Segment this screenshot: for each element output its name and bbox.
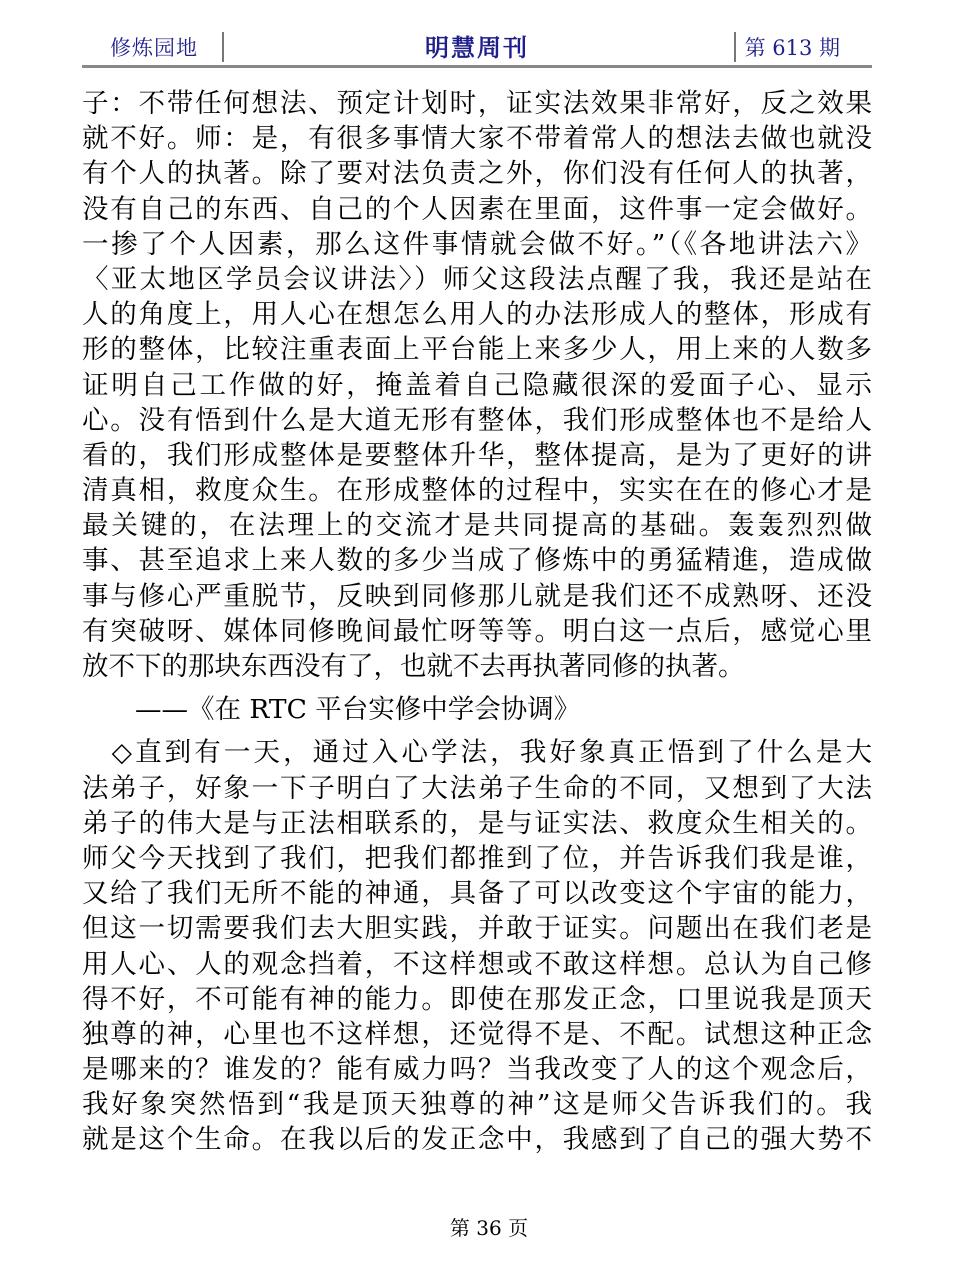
text-line: 清真相，救度众生。在形成整体的过程中，实实在在的修心才是 <box>82 475 872 507</box>
text-line: 心。没有悟到什么是大道无形有整体，我们形成整体也不是给人 <box>82 404 872 436</box>
text-line: ◇直到有一天，通过入心学法，我好象真正悟到了什么是大 <box>82 737 872 769</box>
section-label: 修炼园地 <box>110 36 198 60</box>
text-line: 人的角度上，用人心在想怎么用人的办法形成人的整体，形成有 <box>82 299 872 331</box>
text-line: 证明自己工作做的好，掩盖着自己隐藏很深的爱面子心、显示 <box>82 369 872 401</box>
text-line: 用人心、人的观念挡着，不这样想或不敢这样想。总认为自己修 <box>82 948 872 980</box>
text-line: 又给了我们无所不能的神通，具备了可以改变这个宇宙的能力， <box>82 878 872 910</box>
header-divider-right <box>734 32 736 62</box>
page-number: 第 36 页 <box>449 1216 529 1240</box>
text-line: 最关键的，在法理上的交流才是共同提高的基础。轰轰烈烈做 <box>82 510 872 542</box>
text-line: 就不好。师：是，有很多事情大家不带着常人的想法去做也就没 <box>82 123 872 155</box>
text-line: 事、甚至追求上来人数的多少当成了修炼中的勇猛精進，造成做 <box>82 545 872 577</box>
text-line: 是哪来的？谁发的？能有威力吗？当我改变了人的这个观念后， <box>82 1054 872 1086</box>
issue-number: 第 613 期 <box>744 36 840 60</box>
text-line: 师父今天找到了我们，把我们都推到了位，并告诉我们我是谁， <box>82 842 872 874</box>
text-line: 〈亚太地区学员会议讲法〉）师父这段法点醒了我，我还是站在 <box>82 263 872 295</box>
text-line: 形的整体，比较注重表面上平台能上来多少人，用上来的人数多 <box>82 334 872 366</box>
text-line: 有突破呀、媒体同修晚间最忙呀等等。明白这一点后，感觉心里 <box>82 615 872 647</box>
text-line: 事与修心严重脱节，反映到同修那儿就是我们还不成熟呀、还没 <box>82 580 872 612</box>
publication-title: 明慧周刊 <box>425 33 529 62</box>
text-line: 放不下的那块东西没有了，也就不去再执著同修的执著。 <box>82 651 745 682</box>
text-line: 一掺了个人因素，那么这件事情就会做不好。”（《各地讲法六》 <box>82 228 872 260</box>
article-source-citation: ——《在 RTC 平台实修中学会协调》 <box>82 694 581 726</box>
text-line: 看的，我们形成整体是要整体升华，整体提高，是为了更好的讲 <box>82 439 872 471</box>
text-line: 弟子的伟大是与正法相联系的，是与证实法、救度众生相关的。 <box>82 807 872 839</box>
text-line: 子：不带任何想法、预定计划时，证实法效果非常好，反之效果 <box>82 88 872 119</box>
page-header <box>82 24 872 66</box>
article-body <box>82 86 872 1158</box>
text-line: 得不好，不可能有神的能力。即使在那发正念，口里说我是顶天 <box>82 983 872 1015</box>
text-line: 就是这个生命。在我以后的发正念中，我感到了自己的强大势不 <box>82 1124 872 1156</box>
text-line: 但这一切需要我们去大胆实践，并敢于证实。问题出在我们老是 <box>82 913 872 945</box>
text-line: 法弟子，好象一下子明白了大法弟子生命的不同，又想到了大法 <box>82 772 872 804</box>
text-line: 独尊的神，心里也不这样想，还觉得不是、不配。试想这种正念 <box>82 1018 872 1050</box>
text-line: 有个人的执著。除了要对法负责之外，你们没有任何人的执著， <box>82 158 872 190</box>
text-line: 我好象突然悟到“我是顶天独尊的神”这是师父告诉我们的。我 <box>82 1089 872 1121</box>
text-line: 没有自己的东西、自己的个人因素在里面，这件事一定会做好。 <box>82 193 872 225</box>
header-rule <box>82 65 872 68</box>
